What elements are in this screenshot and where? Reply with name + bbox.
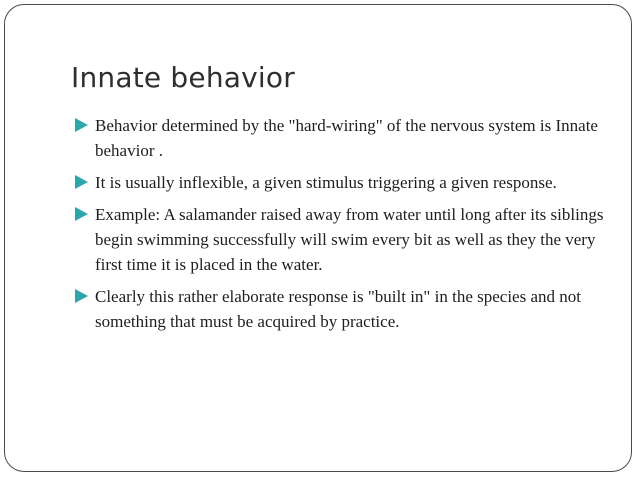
bullet-item (71, 113, 611, 163)
bullet-text: It is usually inflexible, a given stimulus triggering a given response. (95, 173, 557, 192)
triangle-bullet-icon (75, 207, 88, 221)
slide (4, 4, 632, 472)
bullet-list (71, 113, 611, 334)
triangle-bullet-icon (75, 175, 88, 189)
bullet-text: Behavior determined by the "hard-wiring" of the nervous system is Innate behavior . (95, 116, 598, 160)
triangle-bullet-icon (75, 289, 88, 303)
bullet-item (71, 284, 611, 334)
bullet-item (71, 202, 611, 277)
bullet-item (71, 170, 611, 195)
slide-title: Innate behavior (71, 61, 295, 94)
bullet-text: Clearly this rather elaborate response is "built in" in the species and not something that must be acquired by practice. (95, 287, 581, 331)
bullet-text: Example: A salamander raised away from water until long after its siblings begin swimming successfully will swim every bit as well as they the very first time it is placed in the water. (95, 205, 604, 274)
triangle-bullet-icon (75, 118, 88, 132)
